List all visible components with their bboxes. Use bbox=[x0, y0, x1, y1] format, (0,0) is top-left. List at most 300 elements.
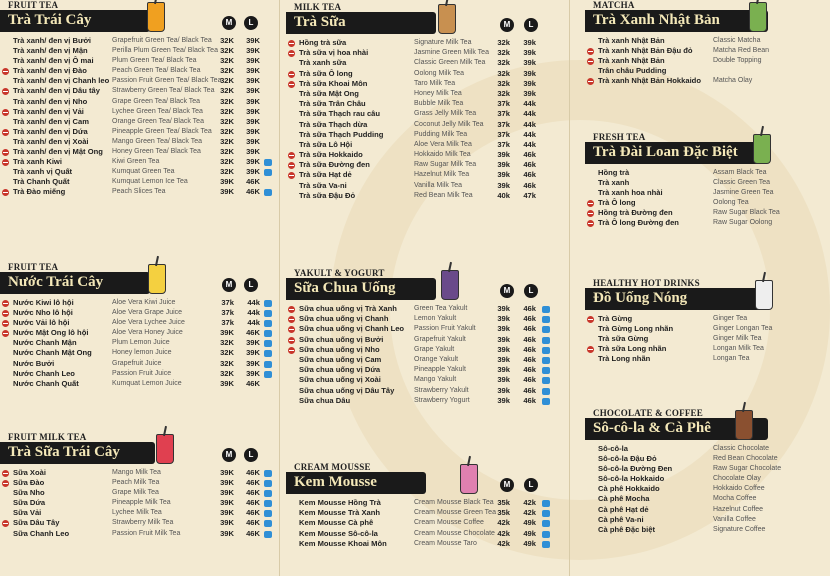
price-medium: 39k bbox=[497, 365, 510, 375]
price-large: 44k bbox=[247, 298, 260, 307]
price-large: 46K bbox=[246, 528, 260, 538]
section-title: Nước Trái Cây bbox=[8, 274, 104, 290]
menu-column-left bbox=[0, 0, 278, 576]
menu-item-name: Sữa chua uống vị Xoài bbox=[299, 375, 381, 385]
price-medium: 32K bbox=[220, 126, 234, 136]
price-medium: 39k bbox=[497, 344, 510, 354]
menu-item-english-name: Pineapple Green Tea/ Black Tea bbox=[112, 127, 212, 135]
menu-item bbox=[585, 66, 768, 76]
price-large: 39K bbox=[246, 358, 260, 368]
menu-item bbox=[286, 58, 568, 68]
menu-item-name: Kem Mousse Trà Xanh bbox=[299, 508, 381, 518]
menu-item-english-name: Peach Slices Tea bbox=[112, 188, 166, 196]
price-large: 46k bbox=[523, 314, 536, 324]
price-large: 39K bbox=[246, 338, 260, 348]
ice-option-icon bbox=[542, 377, 550, 384]
menu-item bbox=[0, 187, 278, 197]
price-medium: 39k bbox=[497, 304, 510, 313]
menu-item-english-name: Lemon Yakult bbox=[414, 315, 457, 323]
price-medium: 37k bbox=[497, 139, 510, 149]
menu-item bbox=[286, 335, 568, 345]
price-medium: 37k bbox=[221, 318, 234, 328]
menu-section-tra-trai-cay bbox=[0, 0, 278, 202]
price-large: 46k bbox=[523, 324, 536, 334]
menu-item-english-name: Honey Green Tea/ Black Tea bbox=[112, 148, 201, 156]
menu-item-list bbox=[585, 314, 773, 364]
menu-item-name: Sữa chua uống vị Dứa bbox=[299, 365, 381, 375]
menu-item-name: Sữa Nho bbox=[13, 488, 45, 498]
menu-section-tra-sua bbox=[286, 2, 568, 205]
price-medium: 32K bbox=[220, 116, 234, 126]
menu-item bbox=[585, 344, 768, 354]
menu-item-name: Trà sữa Mật Ong bbox=[299, 88, 359, 98]
menu-item-list bbox=[585, 36, 768, 86]
menu-item-name: Trà xanh Nhật Bản Hokkaido bbox=[598, 76, 701, 86]
menu-item-english-name: Orange Yakult bbox=[414, 355, 459, 363]
menu-item-english-name: Mango Milk Tea bbox=[112, 469, 161, 476]
section-eyebrow: CREAM MOUSSE bbox=[294, 462, 371, 472]
price-large: 49k bbox=[523, 528, 536, 538]
menu-item-name: Sữa Đào bbox=[13, 478, 45, 488]
price-medium: 39k bbox=[497, 160, 510, 170]
menu-item bbox=[286, 375, 568, 385]
menu-item bbox=[286, 79, 568, 89]
menu-item-english-name: Oolong Tea bbox=[713, 199, 749, 207]
drink-cup-icon bbox=[460, 464, 478, 494]
menu-item-english-name: Honey lemon Juice bbox=[112, 349, 172, 357]
price-large: 46K bbox=[246, 478, 260, 488]
size-l-badge: L bbox=[244, 448, 258, 462]
menu-item bbox=[286, 130, 568, 140]
price-medium: 39K bbox=[220, 528, 234, 538]
hot-drink-icon bbox=[288, 337, 295, 344]
price-medium: 39K bbox=[220, 488, 234, 498]
price-large: 46k bbox=[523, 150, 536, 160]
section-eyebrow: YAKULT & YOGURT bbox=[294, 268, 385, 278]
menu-item-name: Trà xanh Nhật Bản Đậu đỏ bbox=[598, 46, 693, 56]
price-large: 46k bbox=[523, 395, 536, 405]
price-large: 39k bbox=[523, 48, 536, 58]
menu-item-list bbox=[0, 468, 278, 539]
menu-item-english-name: Aloe Vera Honey Juice bbox=[112, 329, 183, 337]
menu-item-name: Trà xanh/ đen vị Nho bbox=[13, 96, 88, 106]
menu-item-english-name: Lychee Green Tea/ Black Tea bbox=[112, 107, 203, 115]
price-large: 42k bbox=[523, 498, 536, 507]
price-large: 42k bbox=[523, 508, 536, 518]
section-title: Sữa Chua Uống bbox=[294, 280, 396, 296]
price-medium: 39k bbox=[497, 354, 510, 364]
menu-item-english-name: Raw Sugar Black Tea bbox=[713, 209, 780, 217]
menu-item bbox=[585, 208, 780, 218]
menu-item-english-name: Strawberry Green Tea/ Black Tea bbox=[112, 87, 215, 95]
price-medium: 39K bbox=[220, 378, 234, 388]
menu-item bbox=[0, 86, 278, 96]
hot-drink-icon bbox=[587, 78, 594, 85]
price-large: 39k bbox=[523, 58, 536, 68]
menu-item bbox=[0, 328, 278, 338]
menu-item-english-name: Orange Green Tea/ Black Tea bbox=[112, 117, 204, 125]
ice-option-icon bbox=[542, 388, 550, 395]
menu-item-name: Sữa chua uống vị Nho bbox=[299, 344, 380, 354]
price-medium: 37k bbox=[497, 129, 510, 139]
price-medium: 39k bbox=[497, 395, 510, 405]
price-medium: 37k bbox=[497, 109, 510, 119]
menu-item bbox=[286, 181, 568, 191]
section-title: Sô-cô-la & Cà Phê bbox=[593, 420, 711, 436]
menu-item bbox=[286, 508, 568, 518]
menu-item-english-name: Honey Milk Tea bbox=[414, 89, 462, 97]
menu-section-nuoc-trai-cay bbox=[0, 262, 278, 393]
menu-item-english-name: Strawberry Milk Tea bbox=[112, 519, 174, 527]
menu-item bbox=[286, 170, 568, 180]
menu-item-english-name: Aloe Vera Grape Juice bbox=[112, 309, 183, 317]
menu-item-english-name: Jasmine Green Tea bbox=[713, 189, 774, 197]
price-medium: 39K bbox=[220, 518, 234, 528]
menu-item bbox=[585, 444, 768, 454]
ice-option-icon bbox=[542, 357, 550, 364]
menu-section-sua-chua-uong bbox=[286, 268, 568, 410]
menu-item bbox=[0, 488, 278, 498]
section-title: Trà Trái Cây bbox=[8, 12, 92, 28]
menu-item-name: Nước Chanh Mật Ong bbox=[13, 348, 92, 358]
menu-item-name: Trà sữa Ô long bbox=[299, 68, 353, 78]
menu-item-name: Sô-cô-la Đường Đen bbox=[598, 464, 673, 474]
size-l-badge: L bbox=[524, 284, 538, 298]
menu-item-name: Sữa Dứa bbox=[13, 498, 46, 508]
price-large: 39K bbox=[246, 96, 260, 106]
ice-option-icon bbox=[542, 541, 550, 548]
price-medium: 32k bbox=[497, 48, 510, 58]
price-large: 39K bbox=[246, 167, 260, 177]
size-l-badge: L bbox=[524, 478, 538, 492]
menu-item-english-name: Red Bean Chocolate bbox=[713, 455, 778, 463]
menu-item-name: Trà xanh vị Quất bbox=[13, 167, 73, 177]
section-title-bar bbox=[286, 12, 436, 34]
hot-drink-icon bbox=[2, 189, 9, 196]
price-large: 39k bbox=[523, 88, 536, 98]
menu-item bbox=[0, 36, 278, 46]
menu-item bbox=[286, 324, 568, 334]
ice-option-icon bbox=[542, 347, 550, 354]
menu-item bbox=[585, 334, 768, 344]
hot-drink-icon bbox=[2, 330, 9, 337]
menu-item-name: Trà sữa Gừng bbox=[598, 334, 649, 344]
menu-item-name: Sữa chua uống vị Trà Xanh bbox=[299, 304, 397, 313]
ice-option-icon bbox=[264, 371, 272, 378]
menu-item bbox=[585, 46, 768, 56]
ice-option-icon bbox=[264, 310, 272, 317]
price-medium: 39K bbox=[220, 328, 234, 338]
menu-item-list bbox=[585, 444, 782, 535]
menu-item-name: Trà sữa Thạch dừa bbox=[299, 119, 368, 129]
menu-item bbox=[0, 498, 278, 508]
hot-drink-icon bbox=[587, 200, 594, 207]
menu-item bbox=[286, 140, 568, 150]
section-title: Trà Đài Loan Đặc Biệt bbox=[593, 144, 738, 160]
price-large: 49k bbox=[523, 538, 536, 548]
price-large: 46k bbox=[523, 375, 536, 385]
menu-item-english-name: Passion Fruit Green Tea/ Black Tea bbox=[112, 77, 222, 85]
size-m-badge: M bbox=[500, 478, 514, 492]
section-eyebrow: HEALTHY HOT DRINKS bbox=[593, 278, 700, 288]
menu-item-english-name: Taro Milk Tea bbox=[414, 79, 456, 87]
menu-item-name: Trà xanh/ đen vị Vải bbox=[13, 106, 84, 116]
price-large: 39K bbox=[246, 147, 260, 157]
hot-drink-icon bbox=[587, 220, 594, 227]
drink-cup-icon bbox=[441, 270, 459, 300]
price-medium: 32K bbox=[220, 348, 234, 358]
menu-item-name: Trà sữa Long nhãn bbox=[598, 344, 667, 354]
menu-item-name: Trà sữa Lô Hội bbox=[299, 139, 353, 149]
menu-item-name: Trà xanh bbox=[598, 178, 630, 188]
menu-item-english-name: Raw Sugar Milk Tea bbox=[414, 161, 477, 169]
menu-item-name: Trà xanh Kiwi bbox=[13, 157, 62, 167]
hot-drink-icon bbox=[587, 210, 594, 217]
menu-item-english-name: Hazelnut Milk Tea bbox=[414, 171, 470, 179]
menu-item-name: Sữa Dâu Tây bbox=[13, 518, 60, 528]
menu-item-english-name: Signature Milk Tea bbox=[414, 39, 472, 46]
price-medium: 35k bbox=[497, 508, 510, 518]
menu-item-name: Sô-cô-la Đậu Đỏ bbox=[598, 454, 657, 464]
menu-item bbox=[286, 120, 568, 130]
menu-item-name: Nước Kiwi lô hội bbox=[13, 298, 74, 307]
ice-option-icon bbox=[264, 350, 272, 357]
menu-item-name: Sữa chua uống vị Dâu Tây bbox=[299, 385, 395, 395]
menu-item-name: Hồng trà bbox=[598, 168, 630, 177]
menu-item-english-name: Passion Fruit Juice bbox=[112, 369, 172, 377]
drink-cup-icon bbox=[156, 434, 174, 464]
price-large: 46K bbox=[246, 328, 260, 338]
section-eyebrow: FRUIT TEA bbox=[8, 262, 59, 272]
menu-item-name: Trà Ô long Đường đen bbox=[598, 218, 679, 228]
price-large: 39K bbox=[246, 348, 260, 358]
menu-item bbox=[585, 188, 774, 198]
price-medium: 39k bbox=[497, 385, 510, 395]
menu-item bbox=[286, 386, 568, 396]
hot-drink-icon bbox=[2, 88, 9, 95]
price-medium: 32K bbox=[220, 46, 234, 56]
menu-item bbox=[286, 355, 568, 365]
size-l-badge: L bbox=[244, 16, 258, 30]
menu-item-name: Nước Chanh Leo bbox=[13, 368, 75, 378]
price-medium: 39k bbox=[497, 170, 510, 180]
menu-item-english-name: Grapefruit Green Tea/ Black Tea bbox=[112, 37, 212, 44]
menu-column-right bbox=[585, 0, 782, 576]
menu-item-name: Cà phê Hạt dẻ bbox=[598, 504, 649, 514]
menu-item-english-name: Hokkaido Milk Tea bbox=[414, 151, 471, 159]
menu-item bbox=[0, 379, 278, 389]
hot-drink-icon bbox=[2, 470, 9, 477]
section-eyebrow: MATCHA bbox=[593, 0, 635, 10]
menu-item-name: Sữa Vải bbox=[13, 508, 42, 518]
menu-item-english-name: Pudding Milk Tea bbox=[414, 130, 468, 138]
hot-drink-icon bbox=[587, 346, 594, 353]
price-large: 39K bbox=[246, 106, 260, 116]
price-large: 39K bbox=[246, 136, 260, 146]
menu-item bbox=[585, 354, 768, 364]
menu-item-english-name: Kumquat Lemon Ice Tea bbox=[112, 178, 188, 186]
price-medium: 32K bbox=[220, 96, 234, 106]
menu-section-tra-sua-trai-cay bbox=[0, 432, 278, 543]
menu-item bbox=[0, 46, 278, 56]
price-large: 44k bbox=[523, 109, 536, 119]
ice-option-icon bbox=[264, 531, 272, 538]
price-large: 46k bbox=[523, 385, 536, 395]
menu-item bbox=[286, 314, 568, 324]
menu-item bbox=[0, 147, 278, 157]
price-large: 46K bbox=[246, 378, 260, 388]
ice-option-icon bbox=[264, 470, 272, 477]
price-medium: 32k bbox=[497, 58, 510, 68]
menu-item-name: Sữa chua uống vị Bưởi bbox=[299, 334, 384, 344]
size-m-badge: M bbox=[222, 16, 236, 30]
ice-option-icon bbox=[542, 520, 550, 527]
menu-item-name: Nước Chanh Mận bbox=[13, 338, 77, 348]
price-medium: 40k bbox=[497, 190, 510, 200]
menu-item-english-name: Vanilla Milk Tea bbox=[414, 181, 462, 189]
ice-option-icon bbox=[264, 500, 272, 507]
section-eyebrow: FRUIT MILK TEA bbox=[8, 432, 87, 442]
menu-item-name: Trà xanh/ đen vị Đào bbox=[13, 66, 87, 76]
menu-item bbox=[286, 365, 568, 375]
menu-item-english-name: Passion Fruit Milk Tea bbox=[112, 529, 181, 537]
price-large: 46K bbox=[246, 187, 260, 197]
size-l-badge: L bbox=[244, 278, 258, 292]
menu-item-english-name: Grapefruit Yakult bbox=[414, 335, 466, 343]
menu-item-english-name: Cream Mousse Taro bbox=[414, 539, 477, 547]
price-large: 46k bbox=[523, 365, 536, 375]
drink-cup-icon bbox=[147, 2, 165, 32]
ice-option-icon bbox=[542, 316, 550, 323]
menu-item-name: Sữa chua uống vị Chanh Leo bbox=[299, 324, 405, 334]
menu-item-english-name: Pineapple Milk Tea bbox=[112, 499, 171, 507]
menu-item bbox=[0, 298, 278, 308]
menu-item-english-name: Strawberry Yakult bbox=[414, 386, 469, 394]
price-large: 39K bbox=[246, 66, 260, 76]
menu-item-english-name: Classic Chocolate bbox=[713, 445, 770, 452]
menu-item-english-name: Lychee Milk Tea bbox=[112, 509, 162, 517]
menu-item bbox=[0, 518, 278, 528]
price-large: 39k bbox=[523, 78, 536, 88]
menu-section-tra-xanh-nhat-ban bbox=[585, 0, 768, 91]
menu-item-english-name: Peach Green Tea/ Black Tea bbox=[112, 67, 201, 75]
section-eyebrow: MILK TEA bbox=[294, 2, 342, 12]
menu-item-name: Sữa Xoài bbox=[13, 468, 46, 477]
price-medium: 39K bbox=[220, 187, 234, 197]
menu-item bbox=[0, 56, 278, 66]
menu-item-english-name: Classic Green Tea bbox=[713, 179, 771, 187]
section-title-bar bbox=[0, 442, 155, 464]
menu-section-tra-dai-loan-dac-biet bbox=[585, 132, 780, 233]
hot-drink-icon bbox=[2, 320, 9, 327]
menu-item-list bbox=[585, 168, 780, 229]
menu-item-english-name: Double Topping bbox=[713, 57, 762, 65]
menu-item bbox=[286, 109, 568, 119]
menu-item-english-name: Chocolate Olay bbox=[713, 475, 761, 483]
price-medium: 39K bbox=[220, 498, 234, 508]
menu-item-list bbox=[286, 304, 568, 406]
menu-item-english-name: Plum Lemon Juice bbox=[112, 339, 170, 347]
menu-item bbox=[0, 478, 278, 488]
menu-item-english-name: Mango Yakult bbox=[414, 376, 457, 384]
price-medium: 32K bbox=[220, 147, 234, 157]
menu-item bbox=[286, 99, 568, 109]
menu-item-name: Trà Gừng Long nhãn bbox=[598, 324, 674, 334]
column-divider bbox=[569, 0, 570, 576]
menu-item-english-name: Kiwi Green Tea bbox=[112, 158, 160, 166]
menu-item-name: Trà Chanh Quất bbox=[13, 177, 70, 187]
price-large: 46k bbox=[523, 354, 536, 364]
menu-item bbox=[0, 157, 278, 167]
ice-option-icon bbox=[264, 361, 272, 368]
menu-item bbox=[0, 348, 278, 358]
menu-item-name: Trà xanh/ đen vị Ô mai bbox=[13, 56, 94, 66]
menu-item bbox=[286, 38, 568, 48]
price-large: 46K bbox=[246, 468, 260, 477]
menu-item-name: Kem Mousse Cà phê bbox=[299, 518, 374, 528]
price-large: 49k bbox=[523, 518, 536, 528]
menu-item-english-name: Raw Sugar Chocolate bbox=[713, 465, 782, 473]
section-title: Trà Xanh Nhật Bản bbox=[593, 12, 720, 28]
menu-item-list bbox=[286, 498, 568, 549]
hot-drink-icon bbox=[288, 152, 295, 159]
menu-item bbox=[0, 369, 278, 379]
price-medium: 32k bbox=[497, 38, 510, 47]
menu-item bbox=[585, 324, 773, 334]
price-large: 46k bbox=[523, 160, 536, 170]
menu-item-english-name: Cream Mousse Green Tea bbox=[414, 509, 496, 517]
menu-item-english-name: Cream Mousse Chocolate bbox=[414, 529, 495, 537]
ice-option-icon bbox=[264, 330, 272, 337]
menu-item-name: Sô-cô-la bbox=[598, 444, 628, 453]
ice-option-icon bbox=[264, 320, 272, 327]
price-large: 39k bbox=[523, 68, 536, 78]
price-medium: 32k bbox=[497, 88, 510, 98]
price-large: 46k bbox=[523, 170, 536, 180]
hot-drink-icon bbox=[288, 316, 295, 323]
menu-item-english-name: Grape Milk Tea bbox=[112, 489, 159, 497]
menu-item-english-name: Jasmine Green Milk Tea bbox=[414, 49, 489, 57]
menu-item bbox=[286, 345, 568, 355]
menu-item-english-name: Aloe Vera Kiwi Juice bbox=[112, 299, 176, 306]
menu-item bbox=[286, 150, 568, 160]
price-medium: 42k bbox=[497, 538, 510, 548]
hot-drink-icon bbox=[2, 480, 9, 487]
section-title-bar bbox=[585, 288, 768, 310]
price-medium: 39k bbox=[497, 150, 510, 160]
menu-item-english-name: Assam Black Tea bbox=[713, 169, 767, 176]
menu-item-name: Trà sữa Hạt dẻ bbox=[299, 170, 352, 180]
menu-item bbox=[286, 69, 568, 79]
price-large: 44k bbox=[247, 308, 260, 318]
drink-cup-icon bbox=[753, 134, 771, 164]
menu-item bbox=[0, 97, 278, 107]
menu-item-english-name: Cream Mousse Black Tea bbox=[414, 499, 494, 506]
ice-option-icon bbox=[264, 300, 272, 307]
price-large: 46k bbox=[523, 344, 536, 354]
menu-item bbox=[585, 454, 778, 464]
menu-item bbox=[0, 508, 278, 518]
menu-item-english-name: Grapefruit Juice bbox=[112, 359, 162, 367]
ice-option-icon bbox=[264, 189, 272, 196]
menu-item bbox=[585, 464, 782, 474]
price-large: 46K bbox=[246, 518, 260, 528]
price-medium: 32K bbox=[220, 56, 234, 66]
hot-drink-icon bbox=[2, 300, 9, 307]
menu-item-name: Cà phê Va-ni bbox=[598, 514, 644, 524]
ice-option-icon bbox=[264, 169, 272, 176]
menu-section-do-uong-nong bbox=[585, 278, 773, 369]
